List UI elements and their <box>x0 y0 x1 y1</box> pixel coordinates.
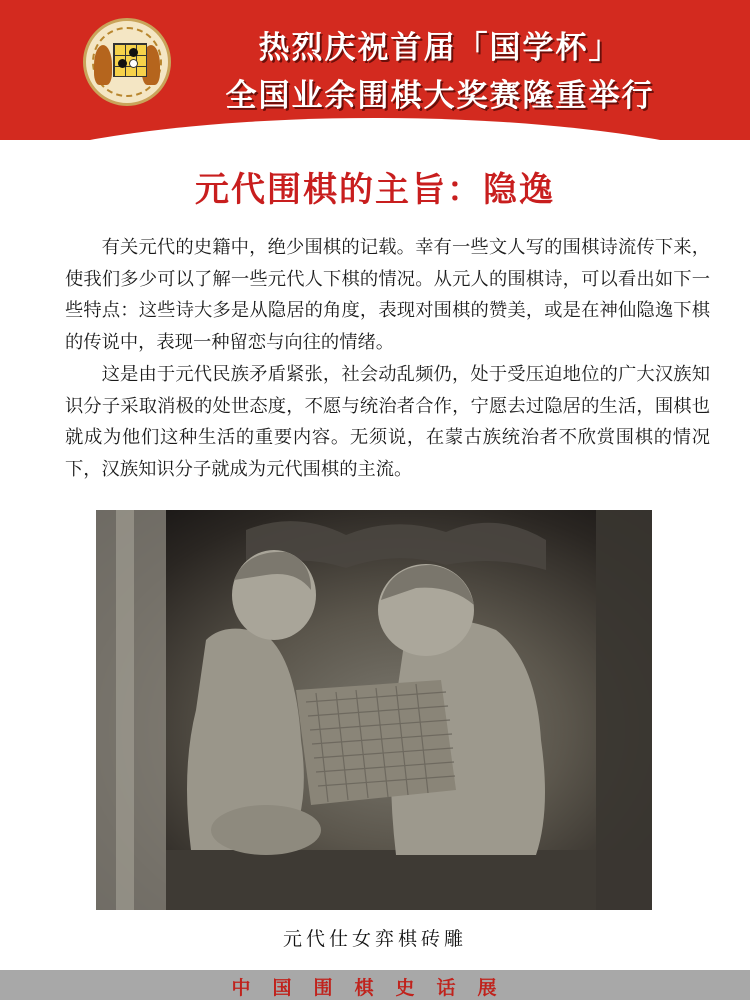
logo-figure-left <box>94 45 112 85</box>
go-board-logo-icon <box>83 18 171 106</box>
photo-caption: 元代仕女弈棋砖雕 <box>282 928 467 950</box>
footer-bar <box>0 970 750 1000</box>
header-title-line1: 热烈庆祝首届「国学杯」 <box>258 30 622 66</box>
article-paragraph: 有关元代的史籍中，绝少围棋的记载。幸有一些文人写的围棋诗流传下来，使我们多少可以了解一些元代人下棋的情况。从元人的围棋诗，可以看出如下一些特点：这些诗大多是从隐居的角度，表现对围棋的赞美，或是在神仙隐逸下棋的传说中，表现一种留恋与向往的情绪。 <box>65 237 710 353</box>
header-banner <box>0 0 750 140</box>
article-paragraph: 这是由于元代民族矛盾紧张，社会动乱频仍，处于受压迫地位的广大汉族知识分子采取消极的处世态度，不愿与统治者合作，宁愿去过隐居的生活，围棋也就成为他们这种生活的重要内容。无须说，在蒙古族统治者不欣赏围棋的情况下，汉族知识分子就成为元代围棋的主流。 <box>65 364 710 480</box>
logo-black-stone <box>129 48 138 57</box>
footer-title: 中国围棋史话展 <box>231 977 519 999</box>
logo-white-stone <box>129 59 138 68</box>
article-title: 元代围棋的主旨：隐逸 <box>195 170 555 210</box>
brick-carving-illustration <box>96 510 652 910</box>
brick-carving-photo <box>96 510 652 910</box>
header-title-line2: 全国业余围棋大奖赛隆重举行 <box>225 78 655 114</box>
header-curve <box>0 118 750 140</box>
logo-black-stone <box>118 59 127 68</box>
